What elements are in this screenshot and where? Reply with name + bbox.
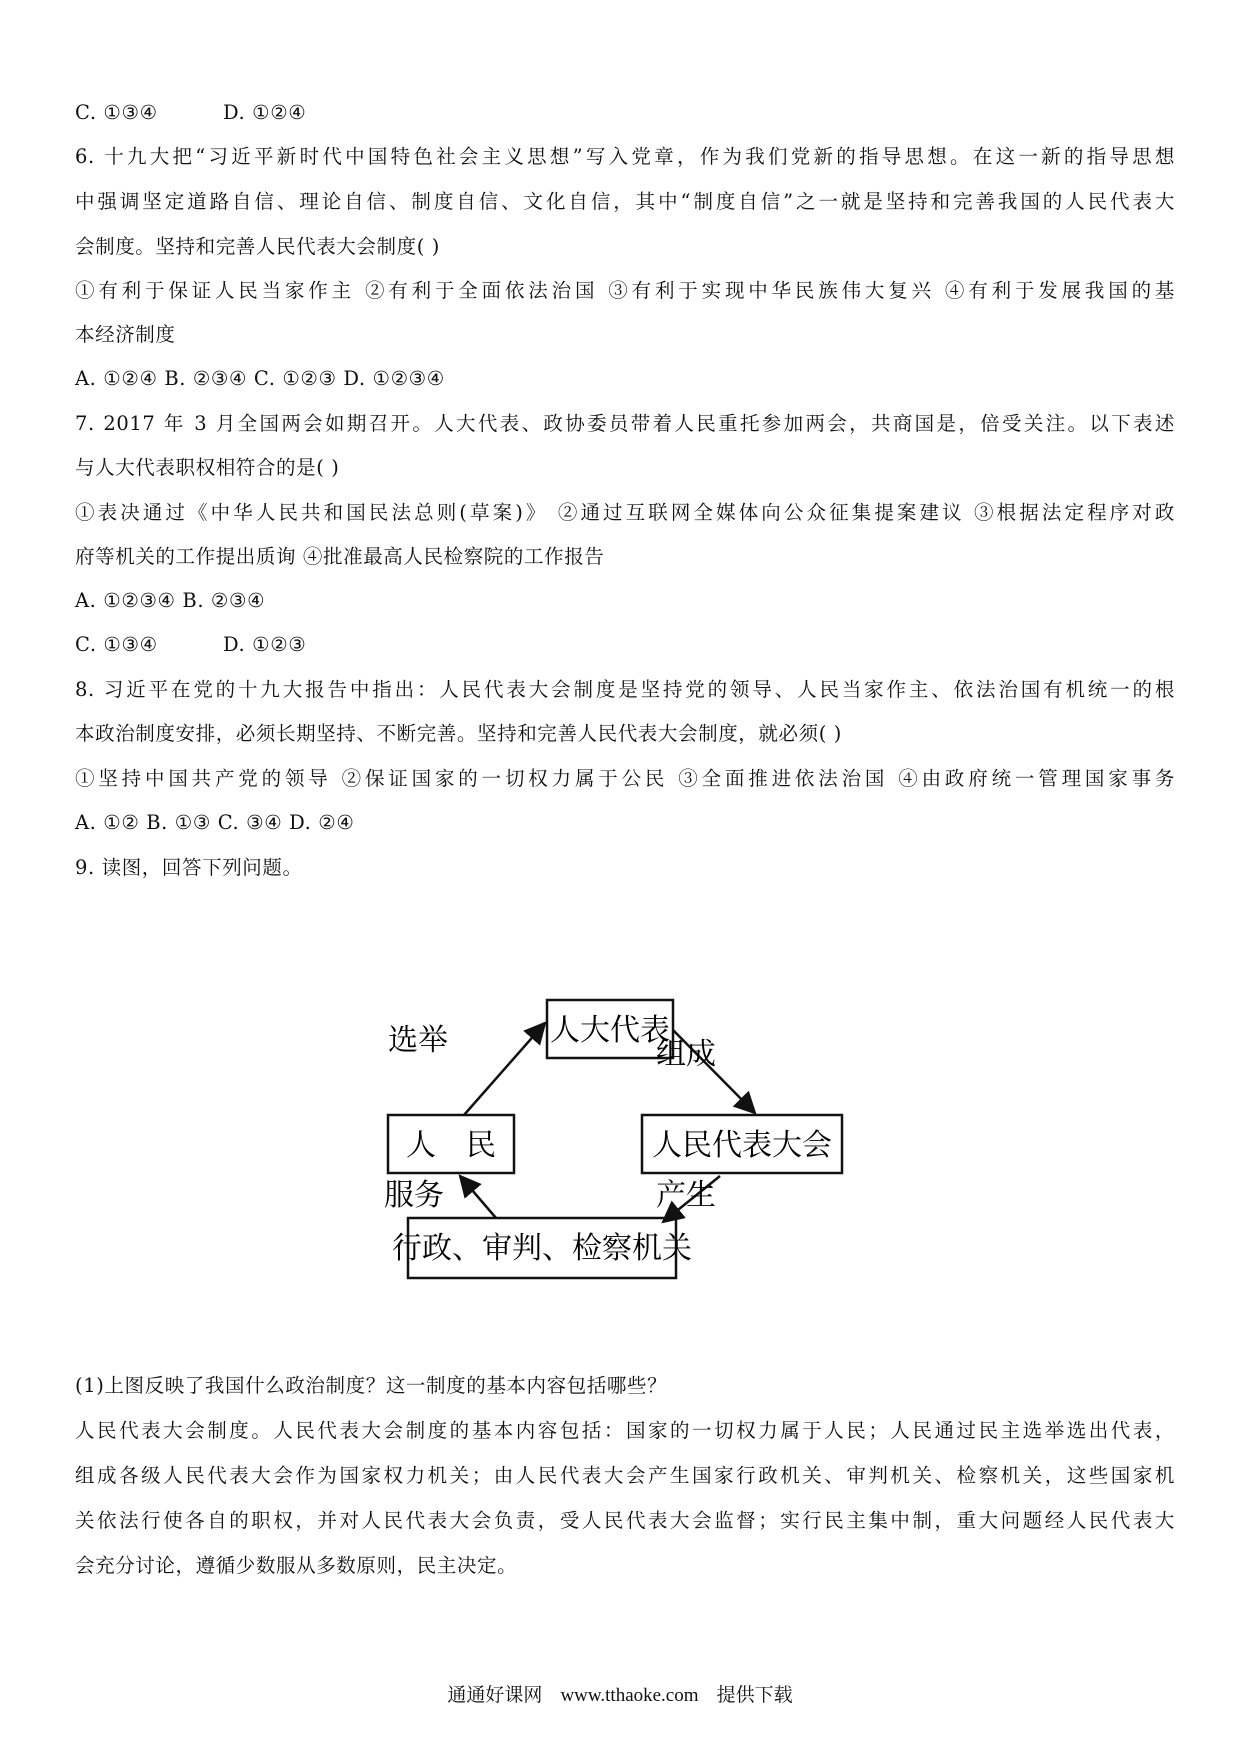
option-c: C. ①③④ <box>75 633 158 656</box>
option-d: D. ①②③ <box>223 633 307 656</box>
box-people <box>388 1115 514 1173</box>
footer-url[interactable]: www.tthaoke.com <box>560 1685 699 1706</box>
q8-stem-line1: 8. 习近平在党的十九大报告中指出：人民代表大会制度是坚持党的领导、人民当家作主、依法治国有机统一的根 <box>75 678 1175 701</box>
q6-stem-line3: 会制度。坚持和完善人民代表大会制度( ) <box>75 235 440 258</box>
q7-items-line2: 府等机关的工作提出质询 ④批准最高人民检察院的工作报告 <box>75 545 605 568</box>
q7-options-ab: A. ①②③④ B. ②③④ <box>75 589 266 612</box>
option-c: C. ①③④ <box>75 101 158 124</box>
box-deputies <box>547 1000 673 1058</box>
q6-items-line1: ①有利于保证人民当家作主 ②有利于全面依法治国 ③有利于实现中华民族伟大复兴 ④有利于发展我国的基 <box>75 279 1175 302</box>
q8-options: A. ①② B. ①③ C. ③④ D. ②④ <box>75 811 355 834</box>
answer-line1: 人民代表大会制度。人民代表大会制度的基本内容包括：国家的一切权力属于人民；人民通过民主选举选出代表， <box>75 1419 1175 1442</box>
q7-stem-line2: 与人大代表职权相符合的是( ) <box>75 456 340 479</box>
npc-cycle-diagram <box>380 990 860 1320</box>
box-npc <box>642 1115 842 1173</box>
q8-items: ①坚持中国共产党的领导 ②保证国家的一切权力属于公民 ③全面推进依法治国 ④由政府统一管理国家事务 <box>75 767 1175 790</box>
answer-line2: 组成各级人民代表大会作为国家权力机关；由人民代表大会产生国家行政机关、审判机关、检察机关，这些国家机 <box>75 1464 1175 1487</box>
q6-items-line2: 本经济制度 <box>75 323 176 346</box>
box-state-organs <box>392 1218 692 1278</box>
label-form: 组成 <box>656 1037 716 1072</box>
label-serve: 服务 <box>384 1178 444 1213</box>
answer-line4: 会充分讨论，遵循少数服从多数原则，民主决定。 <box>75 1554 518 1577</box>
label-elect: 选举 <box>388 1023 448 1058</box>
q9-stem: 9. 读图，回答下列问题。 <box>75 856 303 879</box>
footer-note: 提供下载 <box>716 1684 793 1706</box>
q8-stem-line2: 本政治制度安排，必须长期坚持、不断完善。坚持和完善人民代表大会制度，就必须( ) <box>75 722 842 745</box>
arrow-serve <box>460 1176 496 1218</box>
q7-items-line1: ①表决通过《中华人民共和国民法总则(草案)》 ②通过互联网全媒体向公众征集提案建议 ③根据法定程序对政 <box>75 501 1175 524</box>
box-people-label: 人 民 <box>406 1128 496 1163</box>
q6-stem-line1: 6. 十九大把“习近平新时代中国特色社会主义思想”写入党章，作为我们党新的指导思想。在这一新的指导思想 <box>75 145 1175 168</box>
q7-stem-line1: 7. 2017 年 3 月全国两会如期召开。人大代表、政协委员带着人民重托参加两会，共商国是，倍受关注。以下表述 <box>75 412 1175 435</box>
box-state-organs-label: 行政、审判、检察机关 <box>392 1231 692 1266</box>
box-deputies-label: 人大代表 <box>550 1013 670 1048</box>
page-footer <box>0 1680 1240 1707</box>
q9-subquestion-1: (1)上图反映了我国什么政治制度？这一制度的基本内容包括哪些？ <box>75 1374 668 1397</box>
label-produce: 产生 <box>656 1178 716 1213</box>
arrow-elect <box>464 1023 545 1115</box>
q6-stem-line2: 中强调坚定道路自信、理论自信、制度自信、文化自信，其中“制度自信”之一就是坚持和完善我国的人民代表大 <box>75 190 1175 213</box>
footer-site-name: 通通好课网 <box>447 1684 543 1706</box>
q5-options-cd <box>75 98 1175 128</box>
q6-options: A. ①②④ B. ②③④ C. ①②③ D. ①②③④ <box>75 367 445 390</box>
box-npc-label: 人民代表大会 <box>652 1128 832 1163</box>
q7-options-cd <box>75 630 1175 660</box>
option-d: D. ①②④ <box>223 101 307 124</box>
answer-line3: 关依法行使各自的职权，并对人民代表大会负责，受人民代表大会监督；实行民主集中制，重大问题经人民代表大 <box>75 1509 1175 1532</box>
